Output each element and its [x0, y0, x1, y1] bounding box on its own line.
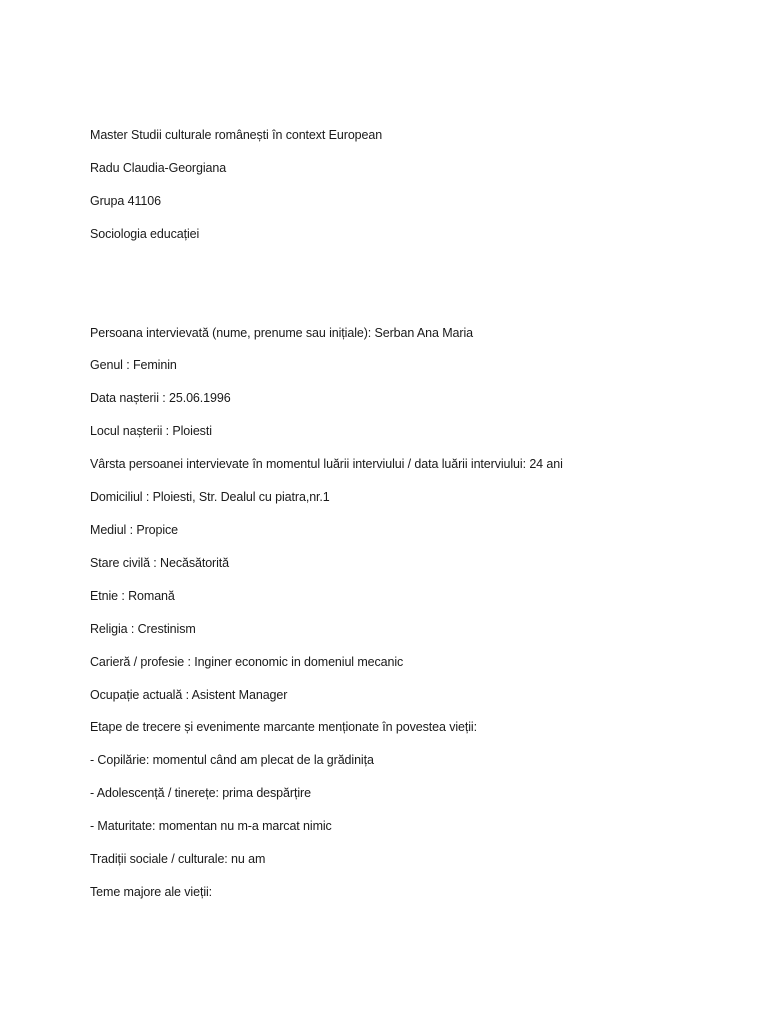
environment-field: Mediul : Propice — [90, 523, 179, 537]
religion-field: Religia : Crestinism — [90, 622, 196, 636]
course-name: Sociologia educației — [90, 227, 200, 241]
gender-field: Genul : Feminin — [90, 358, 177, 372]
birth-date-field: Data nașterii : 25.06.1996 — [90, 391, 231, 405]
birth-place-field: Locul nașterii : Ploiesti — [90, 424, 212, 438]
student-name: Radu Claudia-Georgiana — [90, 161, 227, 175]
civil-status-field: Stare civilă : Necăsătorită — [90, 556, 230, 570]
interviewee-name: Persoana intervievată (nume, prenume sau inițiale): Serban Ana Maria — [90, 326, 473, 340]
career-field: Carieră / profesie : Inginer economic in domeniul mecanic — [90, 655, 404, 669]
group-number: Grupa 41106 — [90, 194, 161, 208]
ethnicity-field: Etnie : Romană — [90, 589, 175, 603]
maturity-item: - Maturitate: momentan nu m-a marcat nimic — [90, 819, 332, 833]
childhood-item: - Copilărie: momentul când am plecat de la grădinița — [90, 753, 374, 767]
residence-field: Domiciliul : Ploiesti, Str. Dealul cu piatra,nr.1 — [90, 490, 330, 504]
occupation-field: Ocupație actuală : Asistent Manager — [90, 688, 288, 702]
program-title: Master Studii culturale românești în context European — [90, 128, 383, 142]
life-stages-heading: Etape de trecere și evenimente marcante menționate în povestea vieții: — [90, 720, 477, 734]
adolescence-item: - Adolescență / tinerețe: prima despărțire — [90, 786, 311, 800]
life-themes-heading: Teme majore ale vieții: — [90, 885, 213, 899]
age-field: Vârsta persoanei intervievate în momentul luării interviului / data luării interviului: 24 ani — [90, 457, 563, 471]
traditions-field: Tradiții sociale / culturale: nu am — [90, 852, 266, 866]
